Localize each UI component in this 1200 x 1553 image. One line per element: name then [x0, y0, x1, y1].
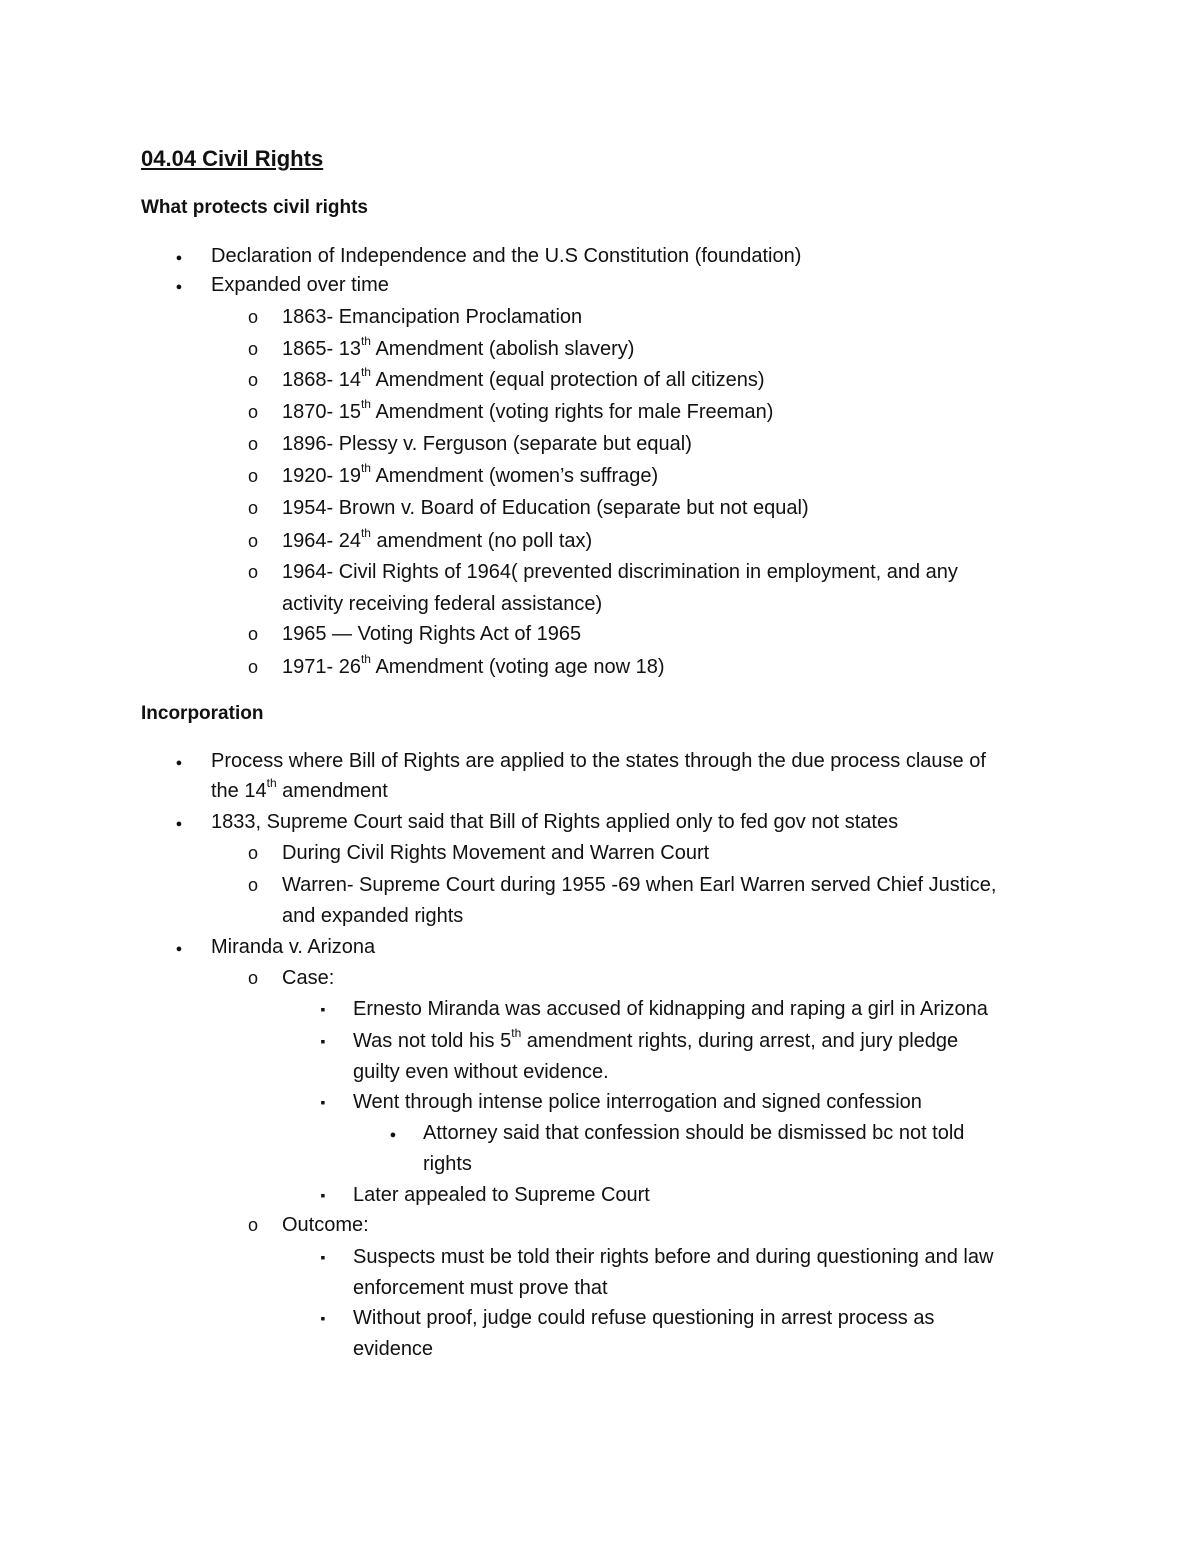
square-bullet-icon — [315, 1090, 331, 1114]
bullet-icon — [171, 244, 187, 270]
list-item: Case: — [282, 967, 335, 989]
circle-bullet-icon — [245, 1213, 261, 1238]
list-item: 1865- 13th Amendment (abolish slavery) — [282, 334, 635, 360]
section-heading-civil-rights: What protects civil rights — [141, 197, 368, 218]
list-item: Expanded over time — [211, 274, 389, 296]
list-item: Attorney said that confession should be dismissed bc not told — [423, 1122, 965, 1144]
bullet-icon — [171, 935, 187, 961]
list-item: During Civil Rights Movement and Warren Court — [282, 842, 710, 864]
circle-bullet-icon — [245, 529, 261, 554]
square-bullet-icon — [315, 1029, 331, 1053]
circle-bullet-icon — [245, 873, 261, 898]
circle-bullet-icon — [245, 966, 261, 991]
list-item: Outcome: — [282, 1214, 369, 1236]
list-item-continuation: activity receiving federal assistance) — [282, 593, 603, 615]
bullet-icon — [385, 1121, 401, 1147]
circle-bullet-icon — [245, 841, 261, 866]
list-item: 1870- 15th Amendment (voting rights for male Freeman) — [282, 397, 774, 423]
circle-bullet-icon — [245, 655, 261, 680]
list-item: 1833, Supreme Court said that Bill of Rights applied only to fed gov not states — [211, 811, 899, 833]
list-item: Warren- Supreme Court during 1955 -69 when Earl Warren served Chief Justice, — [282, 874, 997, 896]
circle-bullet-icon — [245, 305, 261, 330]
list-item: 1964- 24th amendment (no poll tax) — [282, 526, 593, 552]
list-item-continuation: the 14th amendment — [211, 776, 388, 802]
circle-bullet-icon — [245, 560, 261, 585]
list-item: Declaration of Independence and the U.S Constitution (foundation) — [211, 245, 802, 267]
list-item: 1971- 26th Amendment (voting age now 18) — [282, 652, 665, 678]
square-bullet-icon — [315, 1183, 331, 1207]
bullet-icon — [171, 273, 187, 299]
list-item: 1965 — Voting Rights Act of 1965 — [282, 623, 582, 645]
list-item: 1863- Emancipation Proclamation — [282, 306, 583, 328]
list-item: Without proof, judge could refuse questioning in arrest process as — [353, 1307, 935, 1329]
list-item-continuation: and expanded rights — [282, 905, 464, 927]
circle-bullet-icon — [245, 622, 261, 647]
circle-bullet-icon — [245, 368, 261, 393]
list-item-continuation: guilty even without evidence. — [353, 1061, 609, 1083]
list-item: Went through intense police interrogation and signed confession — [353, 1091, 922, 1113]
list-item: Process where Bill of Rights are applied to the states through the due process clause of — [211, 750, 986, 772]
list-item: 1896- Plessy v. Ferguson (separate but equal) — [282, 433, 692, 455]
circle-bullet-icon — [245, 337, 261, 362]
list-item: 1868- 14th Amendment (equal protection of all citizens) — [282, 365, 765, 391]
list-item: Ernesto Miranda was accused of kidnapping and raping a girl in Arizona — [353, 998, 988, 1020]
list-item: 1920- 19th Amendment (women’s suffrage) — [282, 461, 659, 487]
circle-bullet-icon — [245, 464, 261, 489]
bullet-icon — [171, 810, 187, 836]
list-item-continuation: enforcement must prove that — [353, 1277, 608, 1299]
circle-bullet-icon — [245, 496, 261, 521]
list-item-continuation: rights — [423, 1153, 472, 1175]
list-item: Miranda v. Arizona — [211, 936, 376, 958]
bullet-icon — [171, 749, 187, 775]
square-bullet-icon — [315, 1245, 331, 1269]
list-item: 1964- Civil Rights of 1964( prevented discrimination in employment, and any — [282, 561, 958, 583]
list-item: Was not told his 5th amendment rights, during arrest, and jury pledge — [353, 1026, 959, 1052]
square-bullet-icon — [315, 1306, 331, 1330]
square-bullet-icon — [315, 997, 331, 1021]
list-item: Suspects must be told their rights before and during questioning and law — [353, 1246, 994, 1268]
list-item: Later appealed to Supreme Court — [353, 1184, 650, 1206]
list-item: 1954- Brown v. Board of Education (separate but not equal) — [282, 497, 809, 519]
circle-bullet-icon — [245, 432, 261, 457]
list-item-continuation: evidence — [353, 1338, 434, 1360]
circle-bullet-icon — [245, 400, 261, 425]
page-title: 04.04 Civil Rights — [141, 146, 324, 171]
section-heading-incorporation: Incorporation — [141, 703, 264, 724]
